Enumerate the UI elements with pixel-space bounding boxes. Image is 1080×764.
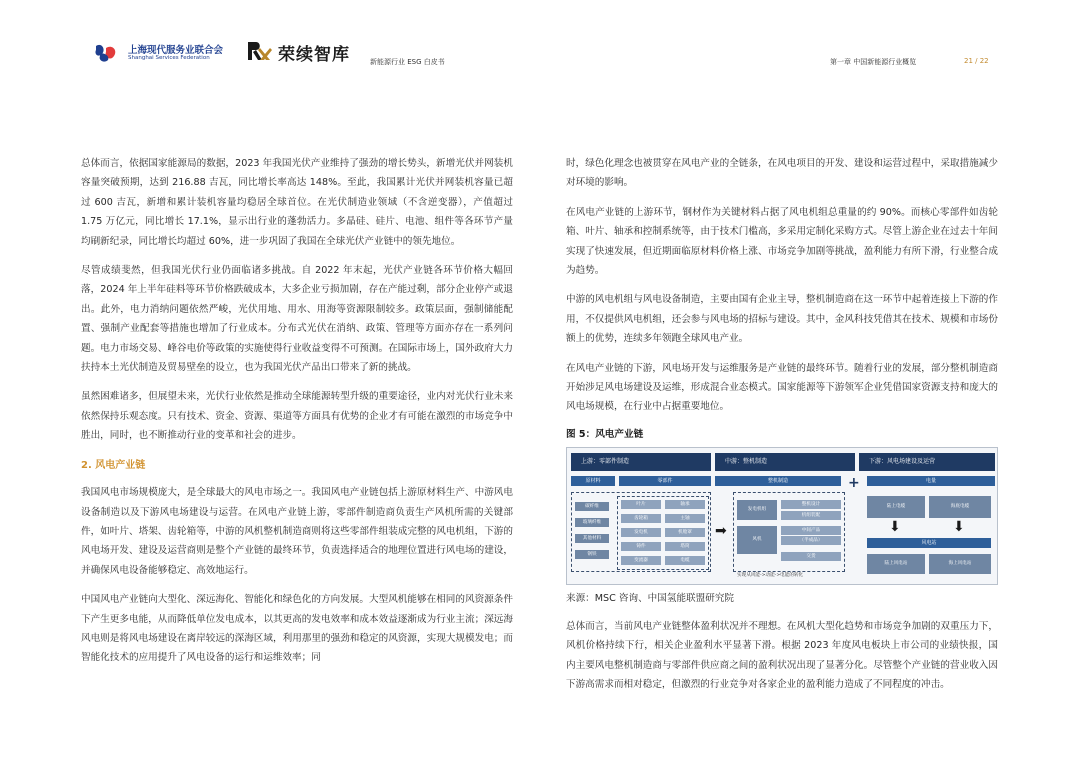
left-column	[81, 154, 513, 678]
paragraph: 虽然困难诸多，但展望未来，光伏行业依然是推动全球能源转型升级的重要途径，业内对光伏行业未来依然保持乐观态度。只有技术、资金、资源、渠道等方面具有优势的企业才有可能在激烈的市场竞争中胜出，同时，也不断推动行业的变革和社会的进步。	[81, 391, 513, 442]
wind-farm-bar: 风电站	[867, 538, 991, 548]
downstream-header: 下游：风电场建设及运营	[859, 453, 995, 471]
offshore-cable: 海底电缆	[929, 496, 991, 518]
flow-note: 实现从风能->动能->电能的转化	[737, 572, 804, 578]
component-cell: 变流器	[621, 556, 661, 565]
components-bar: 零部件	[619, 476, 711, 486]
upstream-header: 上游：零部件制造	[571, 453, 711, 471]
plus-icon: +	[848, 474, 860, 491]
raw-material-bar: 原材料	[571, 476, 615, 486]
component-cell: 塔筒	[665, 542, 705, 551]
component-cell: 主轴	[665, 514, 705, 523]
component-cell: 机舱罩	[665, 528, 705, 537]
mid-cell: 中间产品	[781, 526, 841, 535]
onshore-farm: 陆上风电站	[867, 554, 925, 574]
org-name-cn: 上海现代服务业联合会	[128, 45, 224, 56]
paragraph: 在风电产业链的上游环节，钢材作为关键材料占据了风电机组总重量的约 90%。而核心零部件如齿轮箱、叶片、轴承和控制系统等，由于技术门槛高，多采用定制化采购方式。尽管上游企业在过去十年间实现了快速发展，但近期面临原材料价格上涨、市场竞争加剧等挑战，盈利能力有所下滑，行业整合成为趋势。	[566, 206, 998, 277]
paragraph: 总体而言，当前风电产业链整体盈利状况并不理想。在风机大型化趋势和市场竞争加剧的双重压力下，风机价格持续下行，相关企业盈利水平显著下滑。根据 2023 年度风电板块上市公司的业绩快报，国内主要风电整机制造商与零部件供应商之间的盈利状况出现了显著分化。尽管整个产业链的营业收入因下游高需求而相对稳定，但激烈的行业竞争对各家企业的盈利能力造成了不同程度的冲击。	[566, 620, 998, 691]
material-cell: 玻璃纤维	[575, 518, 609, 527]
material-cell: 其他材料	[575, 534, 609, 543]
paragraph: 中游的风电机组与风电设备制造，主要由国有企业主导，整机制造商在这一环节中起着连接上下游的作用，不仅提供风电机组，还会参与风电场的招标与建设。其中，金风科技凭借其在技术、规模和市场份额上的优势，连续多年领跑全球风电产业。	[566, 294, 998, 345]
power-bar: 电量	[867, 476, 995, 486]
chapter-title: 第一章 中国新能源行业概览	[830, 58, 917, 66]
mid-cell: 发电机组	[737, 500, 777, 520]
section-heading: 2. 风电产业链	[81, 459, 146, 471]
component-cell: 电缆	[665, 556, 705, 565]
component-cell: 齿轮箱	[621, 514, 661, 523]
page-header	[0, 0, 1080, 80]
paragraph: 我国风电市场规模庞大，是全球最大的风电市场之一。我国风电产业链包括上游原材料生产、中游风电设备制造以及下游风电场建设与运营。在风电产业链上游，零部件制造商负责生产风机所需的关键部件，如叶片、塔架、齿轮箱等，中游的风机整机制造商则将这些零部件组装成完整的风电机组，下游的风电场开发、建设及运营商则是整个产业链的最终环节，负责选择适合的地理位置进行风电场的建设，并确保风电设备能够稳定、高效地运行。	[81, 487, 513, 576]
paragraph: 中国风电产业链向大型化、深远海化、智能化和绿色化的方向发展。大型风机能够在相同的风资源条件下产生更多电能，从而降低单位发电成本，以其更高的发电效率和成本效益逐渐成为行业主流；深远海风电则是将风电场建设在离岸较远的深海区域，利用那里的强劲和稳定的风资源，实现大规模发电；而智能化技术的应用提升了风电设备的运行和运维效率；同	[81, 594, 513, 664]
midstream-header: 中游：整机制造	[715, 453, 855, 471]
paragraph: 时，绿色化理念也被贯穿在风电产业的全链条，在风电项目的开发、建设和运营过程中，采取措施减少对环境的影响。	[566, 158, 998, 189]
org-name-en: Shanghai Services Federation	[128, 55, 210, 61]
paragraph: 总体而言，依据国家能源局的数据，2023 年我国光伏产业维持了强劲的增长势头，新增光伏并网装机容量突破预期，达到 216.88 吉瓦，同比增长率高达 148%。至此，我国累计光伏并网装机容量已超过 600 吉瓦，新增和累计装机容量均稳居全球首位。在光伏制造业领域（不含逆变器），产值超过 1.75 万亿元，同比增长 17.1%，显示出行业的蓬勃活力。多晶硅、硅片、电池、组件等各环节产量均刷新纪录，同比增长均超过 60%，进一步巩固了我国在全球光伏产业链中的领先地位。	[81, 158, 513, 247]
document-title: 新能源行业 ESG 白皮书	[370, 58, 445, 66]
mid-cell: 风机	[737, 526, 777, 554]
component-cell: 铸件	[621, 542, 661, 551]
component-cell: 轴承	[665, 500, 705, 509]
paragraph: 尽管成绩斐然，但我国光伏行业仍面临诸多挑战。自 2022 年末起，光伏产业链各环节价格大幅回落，2024 年上半年硅料等环节价格跌破成本，大多企业亏损加剧，存在产能过剩，部分企业停产或退出。此外，电力消纳问题依然严峻，光伏用地、用水、用海等资源限制较多。政策层面，强制储能配置、强制产业配套等措施也增加了行业成本。分布式光伏在消纳、政策、管理等方面亦存在一系列问题。电力市场交易、峰谷电价等政策的实施使得行业收益变得不可预测。在国际市场上，国外政府大力扶持本土光伏制造及贸易壁垒的设立，也为我国光伏产品出口带来了新的挑战。	[81, 265, 513, 374]
paragraph: 在风电产业链的下游，风电场开发与运维服务是产业链的最终环节。随着行业的发展，部分整机制造商开始涉足风电场建设及运维，形成混合业态模式。国家能源等下游领军企业凭借国家资源支持和庞大的风电场规模，在行业中占据重要地位。	[566, 362, 998, 413]
component-cell: 叶片	[621, 500, 661, 509]
mid-cell: 整机设计	[781, 500, 841, 509]
rx-logo-icon	[246, 40, 272, 62]
offshore-farm: 海上风电站	[929, 554, 991, 574]
mid-cell: （半成品）	[781, 536, 841, 545]
arrow-right-icon: ➡	[715, 522, 727, 539]
material-cell: 碳纤维	[575, 502, 609, 511]
brand-name: 荣续智库	[278, 45, 350, 65]
page-number: 21 / 22	[964, 57, 989, 65]
figure-caption: 图 5：风电产业链	[566, 428, 644, 440]
material-cell: 钢铁	[575, 550, 609, 559]
arrow-down-icon: ⬇	[889, 518, 901, 535]
assembly-bar: 整机制造	[715, 476, 841, 486]
federation-logo-icon	[92, 42, 122, 64]
wind-industry-chain-diagram	[566, 447, 998, 585]
mid-cell: 机组装配	[781, 511, 841, 520]
figure-source: 来源：MSC 咨询、中国氢能联盟研究院	[566, 592, 735, 604]
component-cell: 发电机	[621, 528, 661, 537]
mid-cell: 交货	[781, 552, 841, 561]
onshore-cable: 陆上电缆	[867, 496, 925, 518]
right-column	[566, 154, 998, 705]
arrow-down-icon: ⬇	[953, 518, 965, 535]
